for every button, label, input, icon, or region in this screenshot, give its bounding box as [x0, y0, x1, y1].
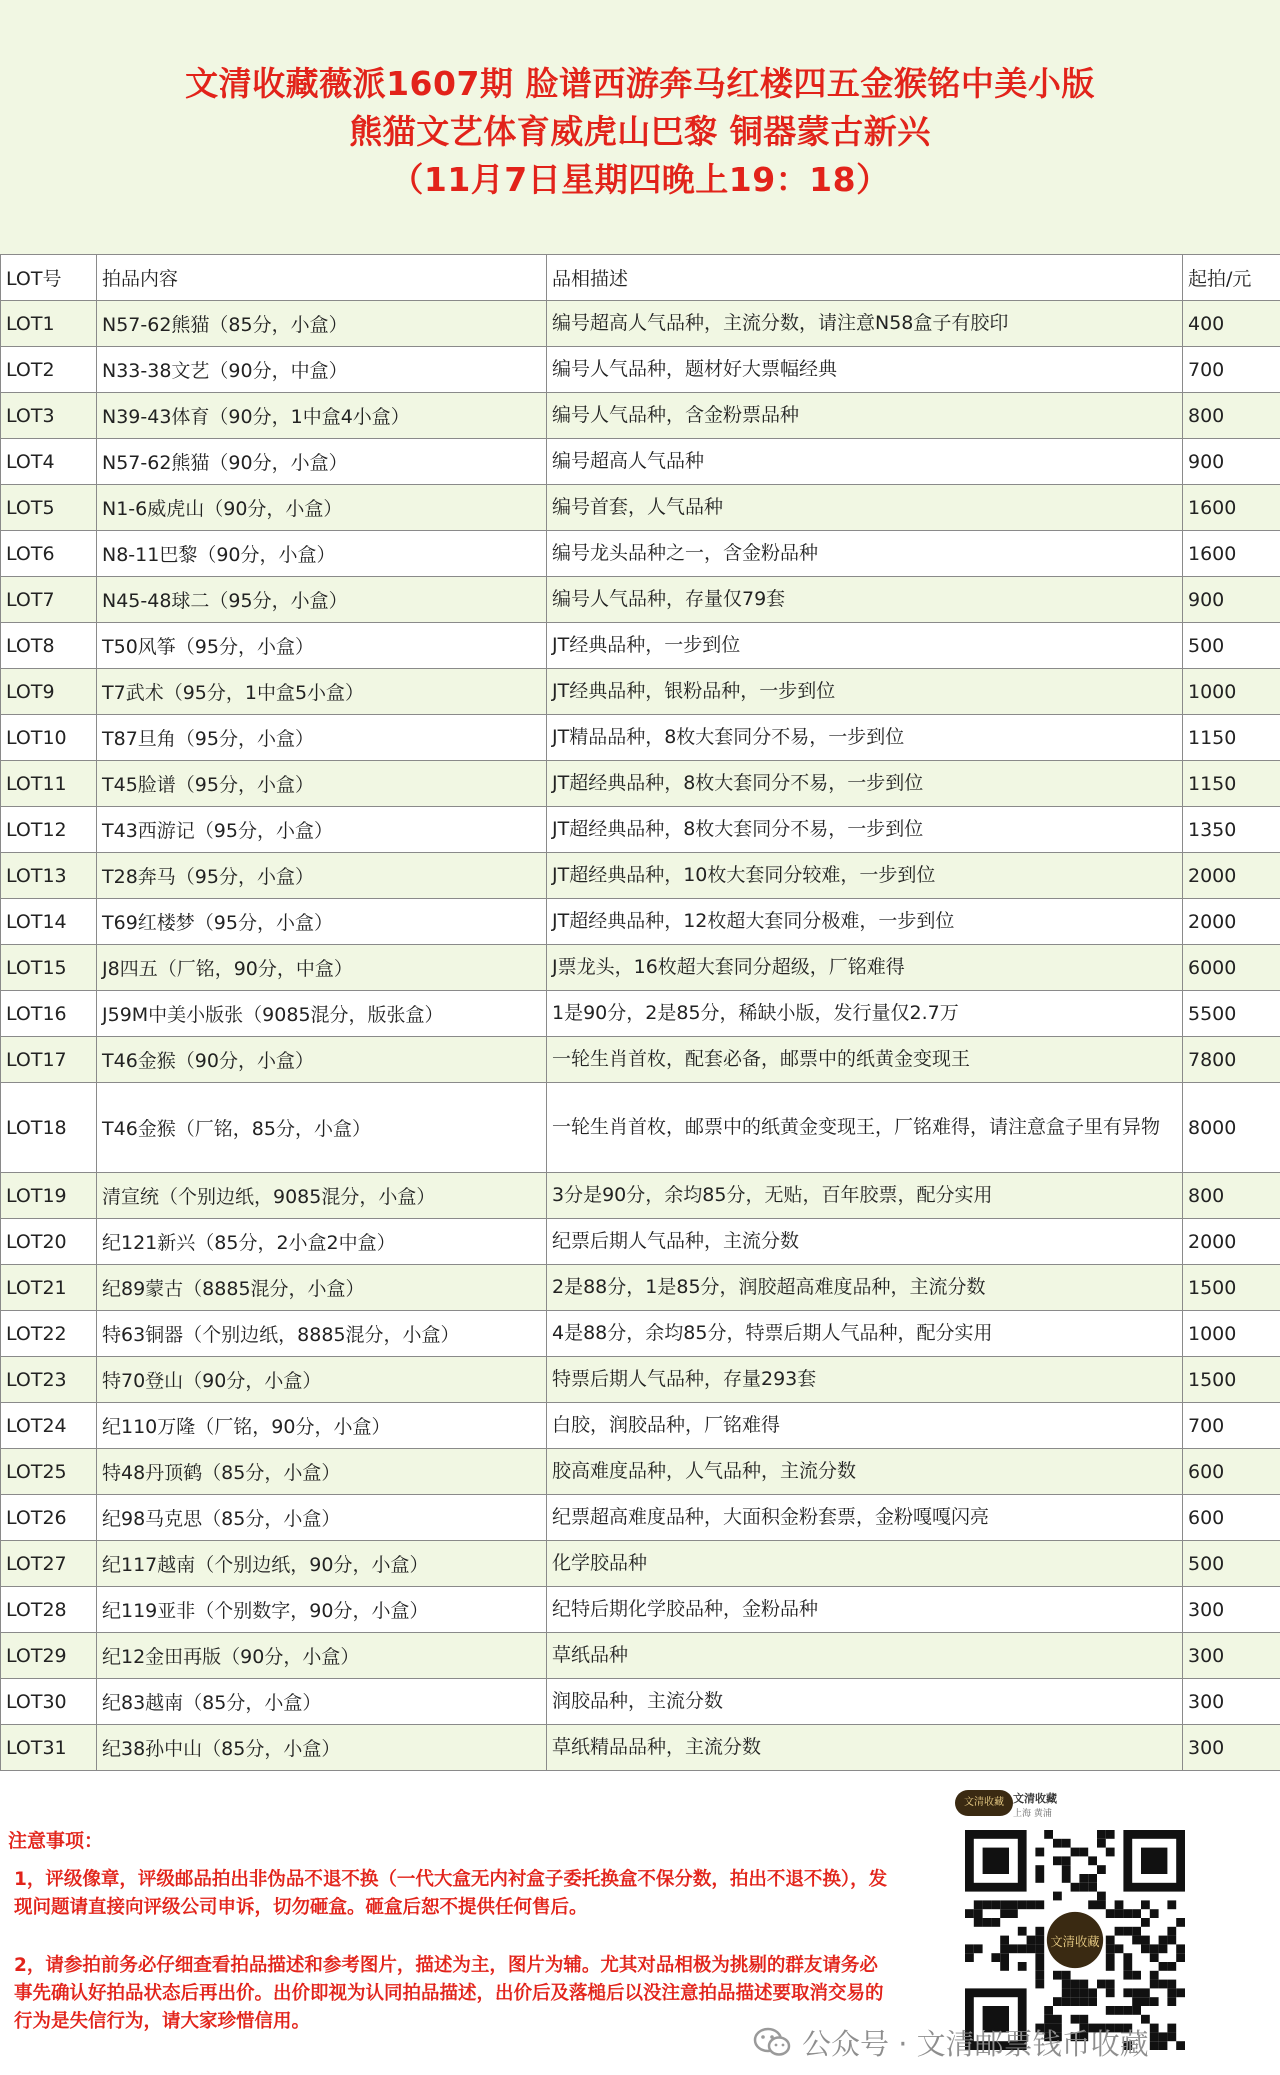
lot-start-price-cell: 300 — [1183, 1725, 1280, 1771]
lot-number-cell: LOT27 — [1, 1541, 97, 1587]
lot-condition-cell: 胶高难度品种，人气品种，主流分数 — [547, 1449, 1183, 1495]
column-header: LOT号 — [1, 255, 97, 301]
brand-logo: 文清收藏 — [955, 1790, 1013, 1816]
column-header: 品相描述 — [547, 255, 1183, 301]
lot-condition-cell: 白胶，润胶品种，厂铭难得 — [547, 1403, 1183, 1449]
lot-content-cell: J59M中美小版张（9085混分，版张盒） — [97, 991, 547, 1037]
title-line-1: 文清收藏薇派1607期 脸谱西游奔马红楼四五金猴铭中美小版 — [185, 64, 1095, 103]
lot-content-cell: 纪83越南（85分，小盒） — [97, 1679, 547, 1725]
lot-condition-cell: 草纸品种 — [547, 1633, 1183, 1679]
table-row — [1, 301, 1280, 347]
lot-start-price-cell: 5500 — [1183, 991, 1280, 1037]
table-row — [1, 1587, 1280, 1633]
lot-condition-cell: 编号人气品种，含金粉票品种 — [547, 393, 1183, 439]
lot-number-cell: LOT23 — [1, 1357, 97, 1403]
lot-content-cell: J8四五（厂铭，90分，中盒） — [97, 945, 547, 991]
title-line-2: 熊猫文艺体育威虎山巴黎 铜器蒙古新兴 — [349, 112, 931, 151]
table-row — [1, 1541, 1280, 1587]
table-row — [1, 347, 1280, 393]
table-row — [1, 439, 1280, 485]
lot-content-cell: 特63铜器（个别边纸，8885混分，小盒） — [97, 1311, 547, 1357]
table-row — [1, 531, 1280, 577]
lot-condition-cell: 化学胶品种 — [547, 1541, 1183, 1587]
lot-number-cell: LOT7 — [1, 577, 97, 623]
notes-title: 注意事项： — [8, 1830, 104, 1852]
column-header: 拍品内容 — [97, 255, 547, 301]
lot-content-cell: 纪38孙中山（85分，小盒） — [97, 1725, 547, 1771]
table-row — [1, 1725, 1280, 1771]
table-row — [1, 669, 1280, 715]
table-row — [1, 485, 1280, 531]
lot-condition-cell: 编号超高人气品种，主流分数，请注意N58盒子有胶印 — [547, 301, 1183, 347]
note-paragraph-1: 1，评级像章，评级邮品拍出非伪品不退不换（一代大盒无内衬盒子委托换盒不保分数，拍出不退不换），发现问题请直接向评级公司申诉，切勿砸盒。砸盒后恕不提供任何售后。 — [14, 1869, 888, 1918]
title-line-3: （11月7日星期四晚上19：18） — [390, 160, 890, 199]
lot-condition-cell: JT经典品种，银粉品种，一步到位 — [547, 669, 1183, 715]
lot-number-cell: LOT15 — [1, 945, 97, 991]
lot-condition-cell: 编号首套，人气品种 — [547, 485, 1183, 531]
lot-start-price-cell: 400 — [1183, 301, 1280, 347]
lot-start-price-cell: 500 — [1183, 1541, 1280, 1587]
lot-number-cell: LOT25 — [1, 1449, 97, 1495]
table-row — [1, 1037, 1280, 1083]
lot-condition-cell: JT精品品种，8枚大套同分不易，一步到位 — [547, 715, 1183, 761]
lot-content-cell: T45脸谱（95分，小盒） — [97, 761, 547, 807]
lot-number-cell: LOT11 — [1, 761, 97, 807]
lot-content-cell: T46金猴（厂铭，85分，小盒） — [97, 1083, 547, 1173]
table-row — [1, 577, 1280, 623]
lot-start-price-cell: 1600 — [1183, 485, 1280, 531]
lot-start-price-cell: 300 — [1183, 1633, 1280, 1679]
table-row — [1, 1449, 1280, 1495]
lot-condition-cell: 草纸精品品种，主流分数 — [547, 1725, 1183, 1771]
lot-number-cell: LOT1 — [1, 301, 97, 347]
lot-number-cell: LOT3 — [1, 393, 97, 439]
lot-condition-cell: 3分是90分，余均85分，无贴，百年胶票，配分实用 — [547, 1173, 1183, 1219]
lot-start-price-cell: 6000 — [1183, 945, 1280, 991]
lot-start-price-cell: 300 — [1183, 1587, 1280, 1633]
lot-number-cell: LOT6 — [1, 531, 97, 577]
lot-number-cell: LOT21 — [1, 1265, 97, 1311]
lot-start-price-cell: 600 — [1183, 1449, 1280, 1495]
lot-condition-cell: JT超经典品种，12枚超大套同分极难，一步到位 — [547, 899, 1183, 945]
lot-content-cell: 特48丹顶鹤（85分，小盒） — [97, 1449, 547, 1495]
lot-content-cell: T69红楼梦（95分，小盒） — [97, 899, 547, 945]
lot-condition-cell: JT经典品种，一步到位 — [547, 623, 1183, 669]
lot-condition-cell: 编号超高人气品种 — [547, 439, 1183, 485]
lot-start-price-cell: 600 — [1183, 1495, 1280, 1541]
table-row — [1, 1679, 1280, 1725]
lot-content-cell: 纪89蒙古（8885混分，小盒） — [97, 1265, 547, 1311]
lot-number-cell: LOT9 — [1, 669, 97, 715]
lot-number-cell: LOT2 — [1, 347, 97, 393]
table-row — [1, 393, 1280, 439]
lot-content-cell: 纪119亚非（个别数字，90分，小盒） — [97, 1587, 547, 1633]
lot-number-cell: LOT8 — [1, 623, 97, 669]
table-header-row — [1, 255, 1280, 301]
lot-start-price-cell: 900 — [1183, 577, 1280, 623]
lot-content-cell: N57-62熊猫（90分，小盒） — [97, 439, 547, 485]
lot-content-cell: T46金猴（90分，小盒） — [97, 1037, 547, 1083]
lot-number-cell: LOT20 — [1, 1219, 97, 1265]
table-row — [1, 623, 1280, 669]
lot-condition-cell: 特票后期人气品种，存量293套 — [547, 1357, 1183, 1403]
lot-content-cell: T7武术（95分，1中盒5小盒） — [97, 669, 547, 715]
lot-start-price-cell: 2000 — [1183, 1219, 1280, 1265]
lot-content-cell: N39-43体育（90分，1中盒4小盒） — [97, 393, 547, 439]
lot-condition-cell: 纪票后期人气品种，主流分数 — [547, 1219, 1183, 1265]
lot-start-price-cell: 1000 — [1183, 1311, 1280, 1357]
table-row — [1, 991, 1280, 1037]
table-row — [1, 945, 1280, 991]
watermark-text: 公众号 · 文清邮票钱币收藏 — [802, 2026, 1149, 2061]
lot-content-cell: 纪117越南（个别边纸，90分，小盒） — [97, 1541, 547, 1587]
lot-number-cell: LOT30 — [1, 1679, 97, 1725]
wechat-watermark — [752, 2022, 1149, 2062]
lot-condition-cell: 纪特后期化学胶品种，金粉品种 — [547, 1587, 1183, 1633]
column-header: 起拍/元 — [1183, 255, 1280, 301]
lot-condition-cell: J票龙头，16枚超大套同分超级，厂铭难得 — [547, 945, 1183, 991]
table-row — [1, 899, 1280, 945]
lot-number-cell: LOT31 — [1, 1725, 97, 1771]
lot-content-cell: T43西游记（95分，小盒） — [97, 807, 547, 853]
lot-number-cell: LOT12 — [1, 807, 97, 853]
note-paragraph-2: 2，请参拍前务必仔细查看拍品描述和参考图片，描述为主，图片为辅。尤其对品相极为挑剔的群友请务必事先确认好拍品状态后再出价。出价即视为认同拍品描述，出价后及落槌后以没注意拍品描述要取消交易的行为是失信行为，请大家珍惜信用。 — [14, 1955, 884, 2032]
lot-number-cell: LOT26 — [1, 1495, 97, 1541]
lot-number-cell: LOT29 — [1, 1633, 97, 1679]
lot-condition-cell: 编号人气品种，题材好大票幅经典 — [547, 347, 1183, 393]
lot-content-cell: N45-48球二（95分，小盒） — [97, 577, 547, 623]
lot-condition-cell: 编号人气品种，存量仅79套 — [547, 577, 1183, 623]
lot-number-cell: LOT24 — [1, 1403, 97, 1449]
table-row — [1, 1265, 1280, 1311]
qr-code-icon — [965, 1830, 1185, 2050]
lot-content-cell: N33-38文艺（90分，中盒） — [97, 347, 547, 393]
lot-number-cell: LOT5 — [1, 485, 97, 531]
lot-start-price-cell: 1600 — [1183, 531, 1280, 577]
lot-condition-cell: 2是88分，1是85分，润胶超高难度品种，主流分数 — [547, 1265, 1183, 1311]
lot-start-price-cell: 300 — [1183, 1679, 1280, 1725]
lot-content-cell: T50风筝（95分，小盒） — [97, 623, 547, 669]
table-row — [1, 1219, 1280, 1265]
lot-number-cell: LOT18 — [1, 1083, 97, 1173]
table-row — [1, 807, 1280, 853]
lot-start-price-cell: 2000 — [1183, 899, 1280, 945]
lot-number-cell: LOT19 — [1, 1173, 97, 1219]
lot-start-price-cell: 700 — [1183, 1403, 1280, 1449]
lot-condition-cell: 一轮生肖首枚，邮票中的纸黄金变现王，厂铭难得，请注意盒子里有异物 — [547, 1083, 1183, 1173]
lot-number-cell: LOT13 — [1, 853, 97, 899]
lot-start-price-cell: 8000 — [1183, 1083, 1280, 1173]
lot-start-price-cell: 1500 — [1183, 1265, 1280, 1311]
lot-condition-cell: 4是88分，余均85分，特票后期人气品种，配分实用 — [547, 1311, 1183, 1357]
lot-content-cell: 特70登山（90分，小盒） — [97, 1357, 547, 1403]
table-row — [1, 1311, 1280, 1357]
table-row — [1, 1495, 1280, 1541]
lot-content-cell: 纪110万隆（厂铭，90分，小盒） — [97, 1403, 547, 1449]
lot-content-cell: 清宣统（个别边纸，9085混分，小盒） — [97, 1173, 547, 1219]
lot-number-cell: LOT16 — [1, 991, 97, 1037]
lot-start-price-cell: 2000 — [1183, 853, 1280, 899]
lot-number-cell: LOT4 — [1, 439, 97, 485]
lot-condition-cell: 润胶品种，主流分数 — [547, 1679, 1183, 1725]
lot-content-cell: N1-6威虎山（90分，小盒） — [97, 485, 547, 531]
table-row — [1, 1633, 1280, 1679]
table-row — [1, 761, 1280, 807]
lot-start-price-cell: 1000 — [1183, 669, 1280, 715]
qr-account-location: 上海 黄浦 — [1013, 1809, 1052, 1819]
lot-start-price-cell: 1350 — [1183, 807, 1280, 853]
wechat-official-account-icon — [752, 2026, 792, 2058]
page-header — [0, 0, 1280, 254]
lot-condition-cell: 1是90分，2是85分，稀缺小版，发行量仅2.7万 — [547, 991, 1183, 1037]
lot-start-price-cell: 800 — [1183, 393, 1280, 439]
lot-start-price-cell: 1150 — [1183, 761, 1280, 807]
table-row — [1, 1357, 1280, 1403]
lot-number-cell: LOT22 — [1, 1311, 97, 1357]
table-row — [1, 1173, 1280, 1219]
qr-center-label: 文清收藏 — [1050, 1935, 1100, 1950]
lot-number-cell: LOT10 — [1, 715, 97, 761]
lot-start-price-cell: 500 — [1183, 623, 1280, 669]
lot-condition-cell: JT超经典品种，10枚大套同分较难，一步到位 — [547, 853, 1183, 899]
lot-start-price-cell: 7800 — [1183, 1037, 1280, 1083]
table-row — [1, 853, 1280, 899]
lot-condition-cell: JT超经典品种，8枚大套同分不易，一步到位 — [547, 761, 1183, 807]
lot-content-cell: N8-11巴黎（90分，小盒） — [97, 531, 547, 577]
qr-card — [955, 1790, 1195, 2060]
lot-start-price-cell: 1500 — [1183, 1357, 1280, 1403]
auction-lot-table — [0, 254, 1280, 1771]
table-row — [1, 1403, 1280, 1449]
table-row — [1, 1083, 1280, 1173]
lot-number-cell: LOT17 — [1, 1037, 97, 1083]
lot-content-cell: T28奔马（95分，小盒） — [97, 853, 547, 899]
lot-start-price-cell: 900 — [1183, 439, 1280, 485]
lot-content-cell: T87旦角（95分，小盒） — [97, 715, 547, 761]
lot-start-price-cell: 800 — [1183, 1173, 1280, 1219]
lot-condition-cell: JT超经典品种，8枚大套同分不易，一步到位 — [547, 807, 1183, 853]
lot-number-cell: LOT28 — [1, 1587, 97, 1633]
lot-content-cell: 纪98马克思（85分，小盒） — [97, 1495, 547, 1541]
table-row — [1, 715, 1280, 761]
lot-content-cell: N57-62熊猫（85分，小盒） — [97, 301, 547, 347]
lot-number-cell: LOT14 — [1, 899, 97, 945]
qr-account-name: 文清收藏 — [1013, 1792, 1057, 1805]
lot-condition-cell: 编号龙头品种之一，含金粉品种 — [547, 531, 1183, 577]
lot-content-cell: 纪121新兴（85分，2小盒2中盒） — [97, 1219, 547, 1265]
lot-condition-cell: 纪票超高难度品种，大面积金粉套票，金粉嘎嘎闪亮 — [547, 1495, 1183, 1541]
lot-condition-cell: 一轮生肖首枚，配套必备，邮票中的纸黄金变现王 — [547, 1037, 1183, 1083]
lot-content-cell: 纪12金田再版（90分，小盒） — [97, 1633, 547, 1679]
lot-start-price-cell: 1150 — [1183, 715, 1280, 761]
lot-start-price-cell: 700 — [1183, 347, 1280, 393]
